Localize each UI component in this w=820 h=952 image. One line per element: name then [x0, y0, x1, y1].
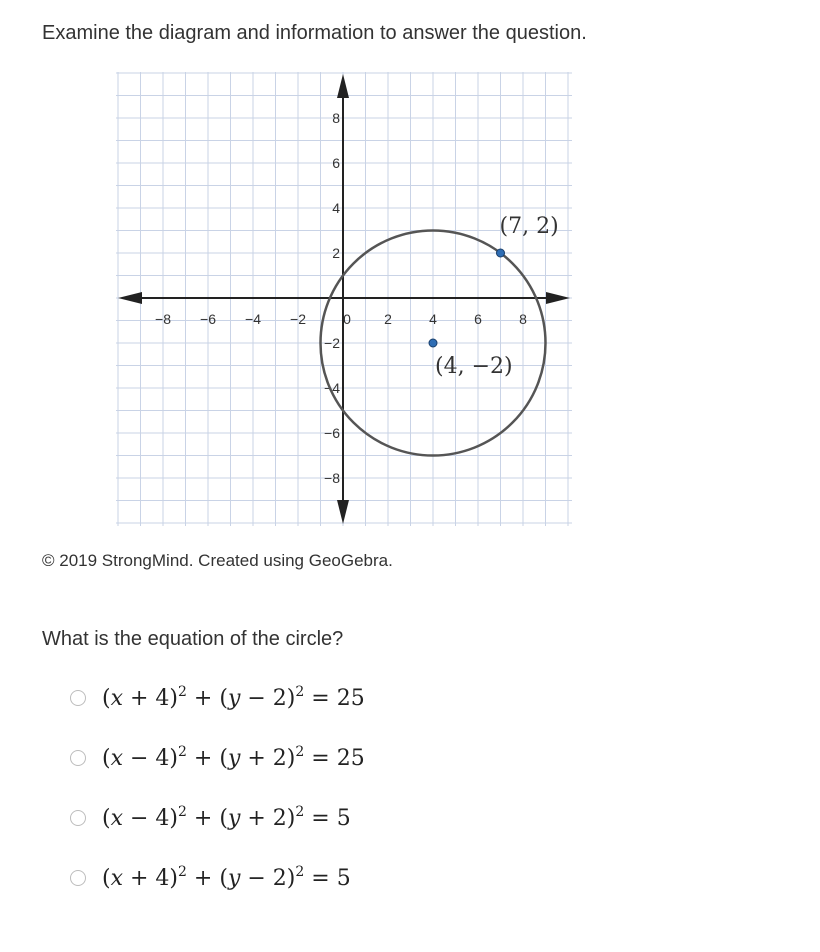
answer-option-3[interactable]	[68, 788, 768, 848]
y-tick-label: 2	[332, 245, 340, 261]
answer-option-1[interactable]	[68, 668, 768, 728]
x-axis-left-arrow-icon	[118, 292, 142, 304]
y-tick-label: 4	[332, 200, 340, 216]
y-tick-label: −8	[324, 470, 340, 486]
y-axis-up-arrow-icon	[337, 74, 349, 98]
x-axis-right-arrow-icon	[546, 292, 570, 304]
x-tick-label: −8	[155, 311, 171, 327]
x-tick-label: 8	[519, 311, 527, 327]
answer-options	[68, 668, 768, 908]
answer-option-2[interactable]	[68, 728, 768, 788]
question-text: What is the equation of the circle?	[42, 628, 344, 650]
answer-option-4[interactable]	[68, 848, 768, 908]
point-label: (4, −2)	[435, 354, 513, 379]
y-axis-down-arrow-icon	[337, 500, 349, 524]
x-tick-label: −4	[245, 311, 261, 327]
question-prompt: Examine the diagram and information to answer the question.	[42, 22, 587, 44]
x-tick-label: −2	[290, 311, 306, 327]
answer-option-label: $(x - 4)^2 + (y + 2)^2 = 25$	[102, 743, 365, 771]
y-tick-label: 8	[332, 110, 340, 126]
graph-svg	[116, 72, 572, 526]
y-tick-label: 6	[332, 155, 340, 171]
radio-button[interactable]	[70, 870, 86, 886]
answer-option-label: $(x - 4)^2 + (y + 2)^2 = 5$	[102, 803, 351, 831]
radio-button[interactable]	[70, 690, 86, 706]
radio-button[interactable]	[70, 750, 86, 766]
point-marker	[497, 249, 505, 257]
y-tick-label: −2	[324, 335, 340, 351]
x-tick-label: −6	[200, 311, 216, 327]
x-tick-label: 2	[384, 311, 392, 327]
point-label: (7, 2)	[499, 214, 559, 239]
x-tick-label: 0	[343, 311, 351, 327]
copyright-credit: © 2019 StrongMind. Created using GeoGebra.	[42, 551, 393, 570]
x-tick-label: 6	[474, 311, 482, 327]
answer-option-label: $(x + 4)^2 + (y - 2)^2 = 25$	[102, 683, 365, 711]
point-marker	[429, 339, 437, 347]
coordinate-graph	[116, 72, 572, 526]
answer-option-label: $(x + 4)^2 + (y - 2)^2 = 5$	[102, 863, 351, 891]
radio-button[interactable]	[70, 810, 86, 826]
x-tick-label: 4	[429, 311, 437, 327]
y-tick-label: −4	[324, 380, 340, 396]
y-tick-label: −6	[324, 425, 340, 441]
